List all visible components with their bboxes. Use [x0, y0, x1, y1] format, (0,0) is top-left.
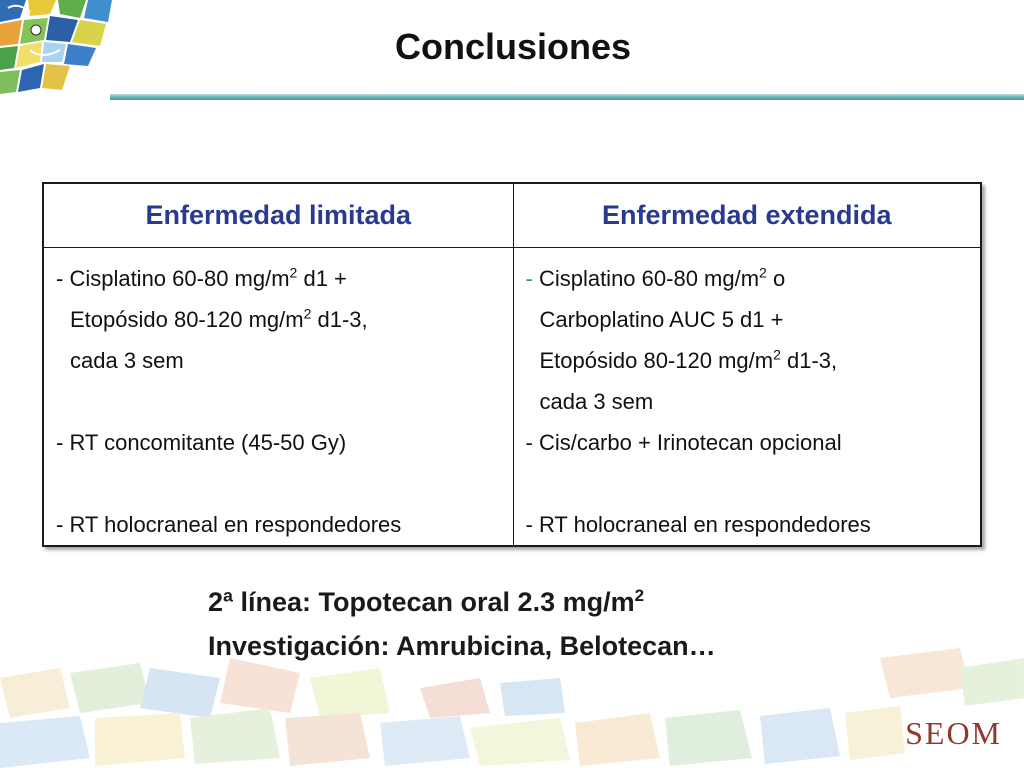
spacer	[56, 463, 513, 504]
table-header-row	[43, 183, 981, 247]
limitada-line-cisplatino: - Cisplatino 60-80 $mg/m^2$ d1 +	[56, 264, 347, 291]
spacer	[56, 381, 513, 422]
slide-title: Conclusiones	[394, 26, 632, 67]
treatment-table	[42, 182, 982, 547]
extendida-line-rt-holocraneal: - RT holocraneal en respondedores	[525, 511, 871, 537]
cell-extendida	[513, 247, 981, 546]
header-enfermedad-extendida: Enfermedad extendida	[513, 183, 981, 247]
seom-brand-logo: SEOM	[905, 715, 1002, 751]
cell-limitada	[43, 247, 513, 546]
limitada-line-cada: cada 3 sem	[70, 347, 184, 373]
limitada-line-rt-holocraneal: - RT holocraneal en respondedores	[56, 511, 402, 537]
table-row	[43, 247, 981, 546]
extendida-line-cada: cada 3 sem	[539, 388, 654, 414]
spacer	[526, 463, 981, 504]
title-rule	[110, 94, 1024, 100]
note-segunda-linea: 2ª línea: Topotecan oral 2.3 $mg/m^2$	[208, 586, 645, 617]
note-investigacion: Investigación: Amrubicina, Belotecan…	[208, 631, 716, 661]
conclusion-notes	[208, 580, 716, 668]
limitada-line-etoposido: Etopósido 80-120 $mg/m^2$ d1-3,	[70, 305, 368, 332]
extendida-line-carboplatino: Carboplatino AUC 5 d1 +	[539, 306, 784, 332]
header-enfermedad-limitada: Enfermedad limitada	[43, 183, 513, 247]
extendida-line-irinotecan: - Cis/carbo + Irinotecan opcional	[525, 429, 842, 455]
extendida-line-etoposido: Etopósido 80-120 $mg/m^2$ d1-3,	[539, 346, 838, 373]
limitada-line-rt-concomitante: - RT concomitante (45-50 Gy)	[56, 429, 347, 455]
extendida-line-cisplatino: - Cisplatino 60-80 $mg/m^2$ o	[525, 264, 786, 291]
